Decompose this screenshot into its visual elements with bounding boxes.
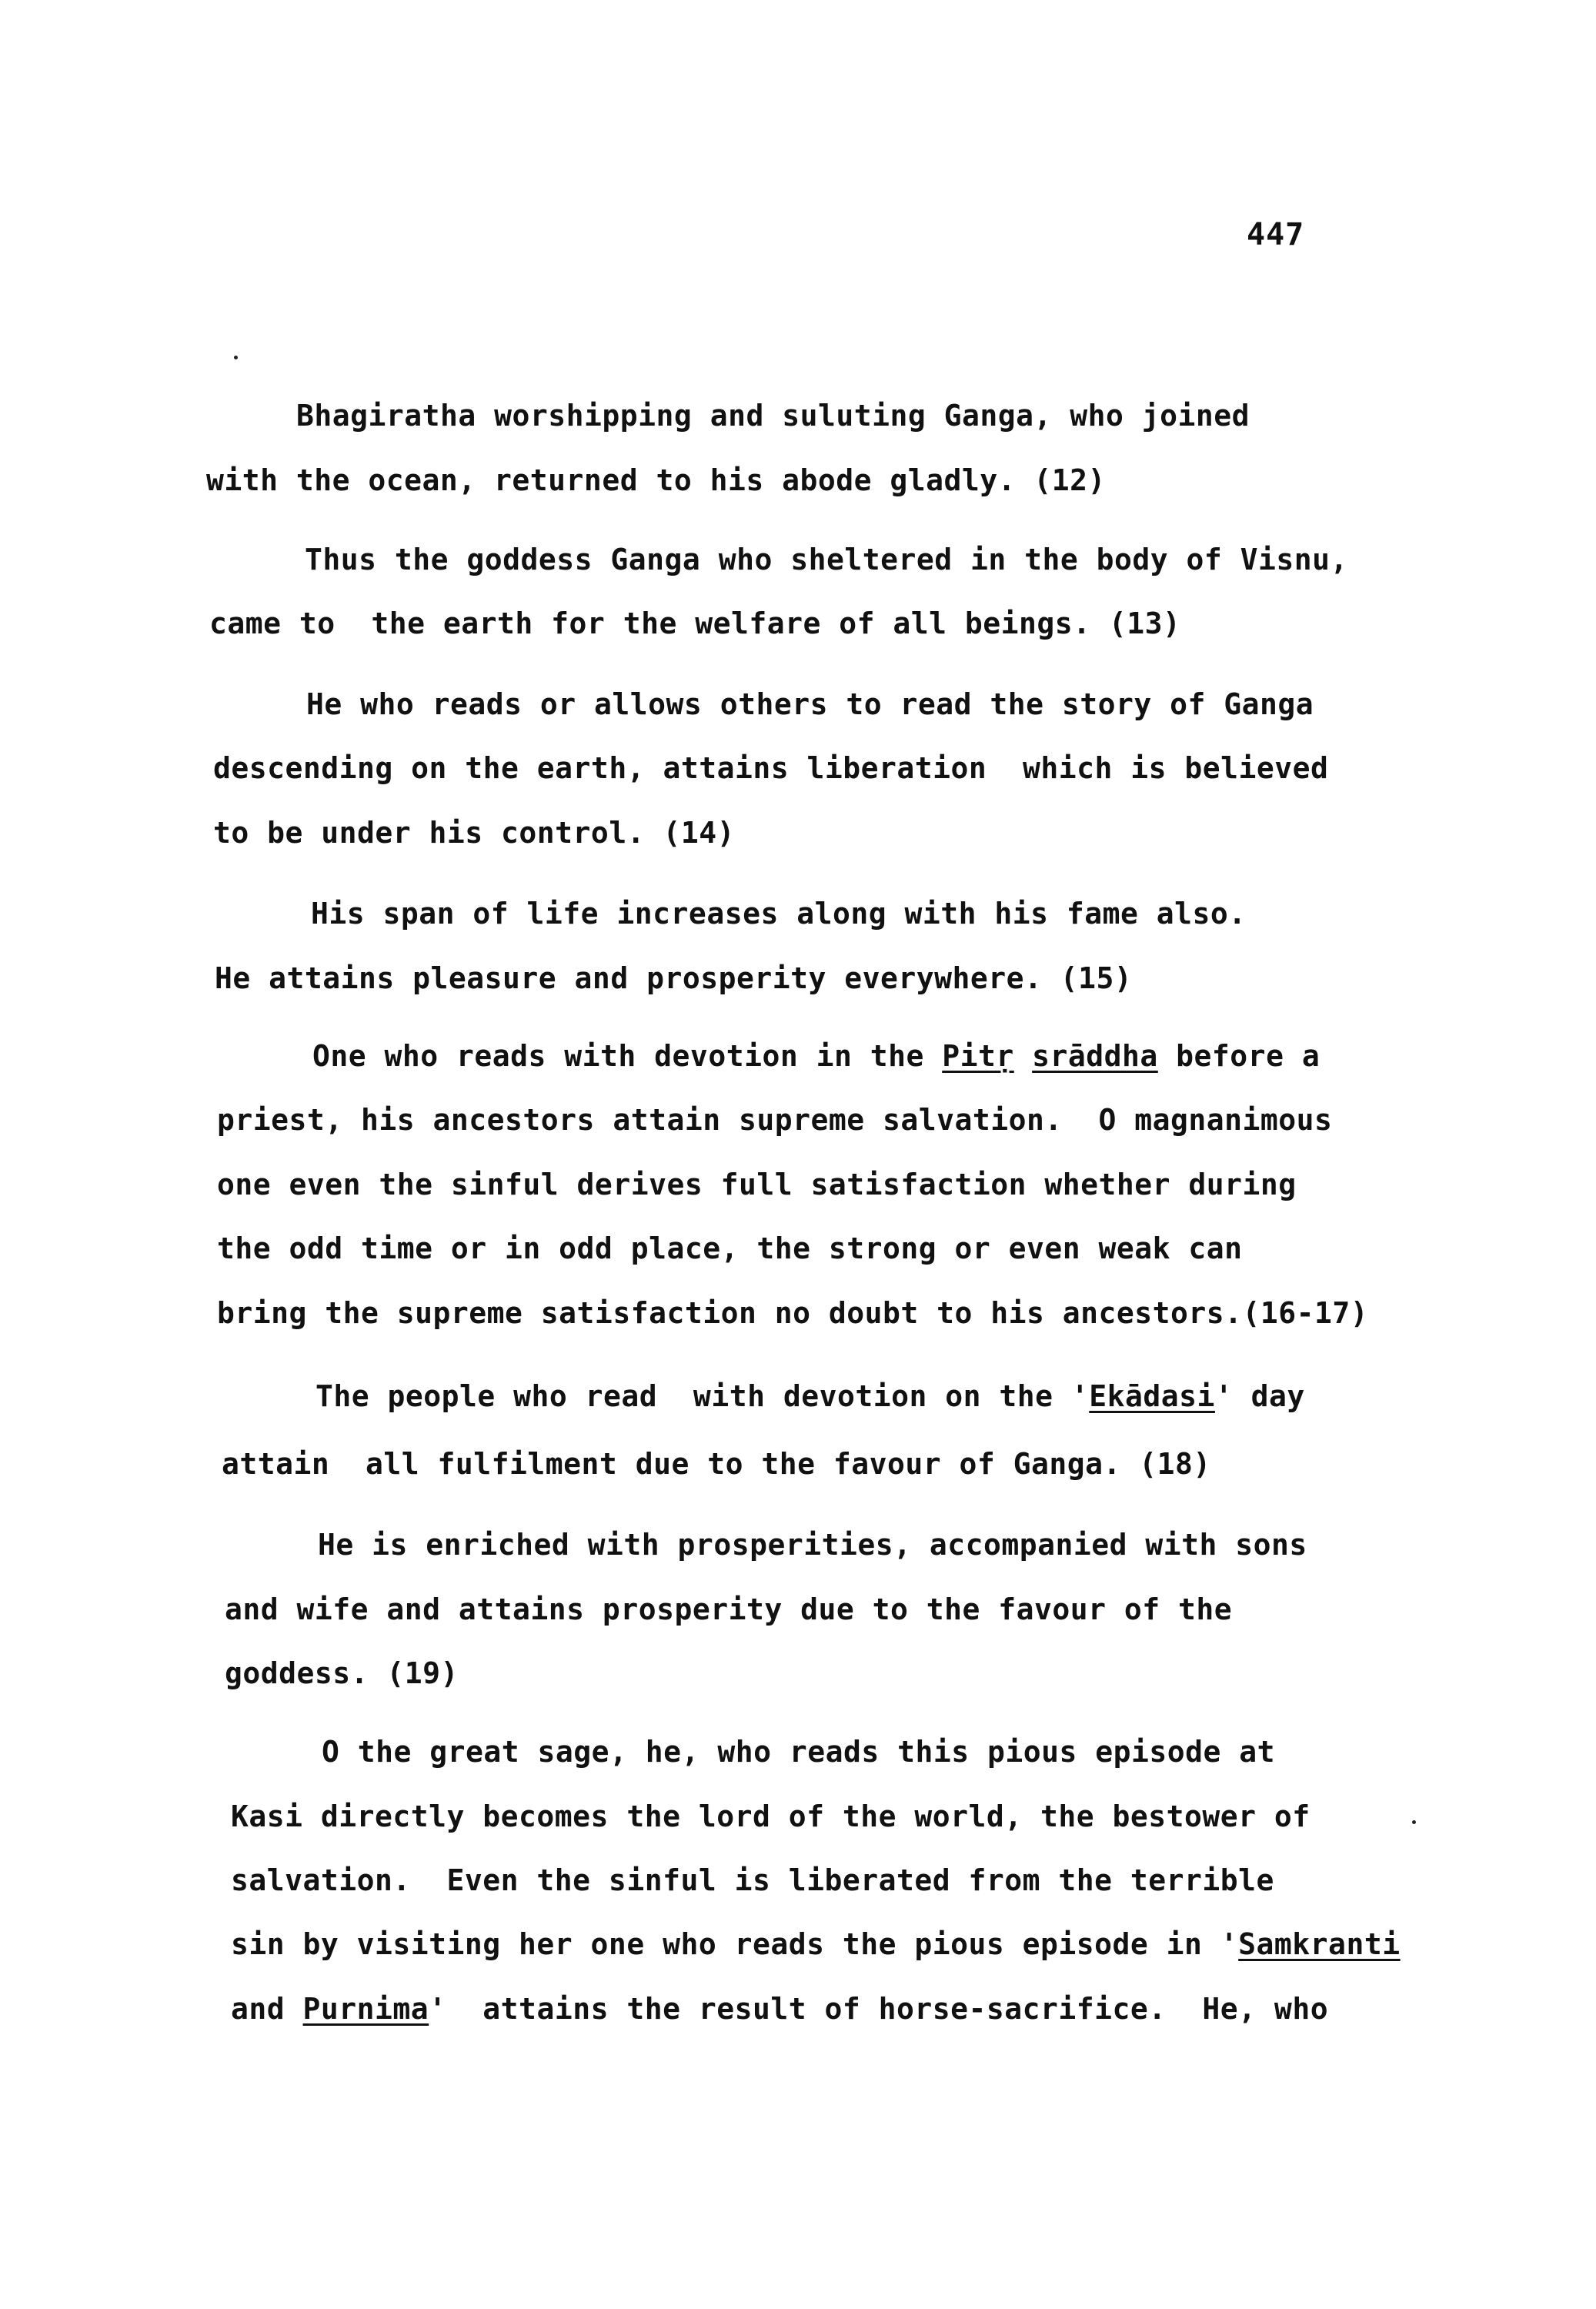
paragraph-line (316, 1379, 1305, 1413)
paragraph-line: priest, his ancestors attain supreme salvation. O magnanimous (217, 1103, 1333, 1137)
paragraph-line: goddess. (19) (225, 1656, 459, 1690)
paragraph-line: the odd time or in odd place, the strong or even weak can (217, 1231, 1243, 1265)
paragraph-line: bring the supreme satisfaction no doubt to his ancestors.(16-17) (217, 1296, 1369, 1330)
paragraph-line: He who reads or allows others to read the story of Ganga (306, 687, 1314, 721)
paragraph-line: attain all fulfilment due to the favour of Ganga. (18) (222, 1447, 1211, 1481)
line-text (1014, 1039, 1032, 1073)
term-pitr: Pitṛ (942, 1039, 1014, 1073)
paragraph-line (231, 1992, 1328, 2026)
paragraph-line: to be under his control. (14) (213, 816, 735, 850)
line-text: The people who read with devotion on the ' (316, 1379, 1090, 1413)
line-text: sin by visiting her one who reads the pious episode in ' (231, 1927, 1239, 1961)
term-sraddha: srāddha (1032, 1039, 1158, 1073)
paragraph-line: He attains pleasure and prosperity everywhere. (15) (215, 961, 1133, 995)
paragraph-line: Bhagiratha worshipping and suluting Ganga, who joined (296, 399, 1250, 433)
line-text: ' day (1214, 1379, 1305, 1413)
ink-speck (234, 356, 238, 359)
line-text: ' attains the result of horse-sacrifice. He, who (429, 1992, 1329, 2026)
page-number: 447 (1247, 217, 1305, 252)
paragraph-line: salvation. Even the sinful is liberated from the terrible (231, 1863, 1274, 1897)
paragraph-line: His span of life increases along with his fame also. (311, 897, 1247, 931)
line-text: and (231, 1992, 303, 2026)
paragraph-line: one even the sinful derives full satisfaction whether during (217, 1168, 1297, 1201)
line-text: One who reads with devotion in the (312, 1039, 943, 1073)
ink-speck (1412, 1820, 1416, 1824)
paragraph-line: with the ocean, returned to his abode gladly. (12) (206, 463, 1106, 497)
paragraph-line: He is enriched with prosperities, accompanied with sons (318, 1528, 1307, 1562)
paragraph-line: Thus the goddess Ganga who sheltered in the body of Visnu, (305, 543, 1348, 576)
paragraph-line: Kasi directly becomes the lord of the world, the bestower of (231, 1799, 1311, 1833)
line-text: before a (1157, 1039, 1321, 1073)
paragraph-line (231, 1927, 1401, 1961)
paragraph-line: O the great sage, he, who reads this pious episode at (322, 1735, 1276, 1769)
term-purnima: Purnima (302, 1992, 429, 2026)
paragraph-line: descending on the earth, attains liberation which is believed (213, 751, 1329, 785)
paragraph-line (312, 1039, 1320, 1073)
paragraph-line: and wife and attains prosperity due to the favour of the (225, 1592, 1233, 1626)
paragraph-line: came to the earth for the welfare of all beings. (13) (209, 606, 1181, 640)
term-samkranti: Samkranti (1238, 1927, 1401, 1961)
term-ekadasi: Ekādasi (1089, 1379, 1215, 1413)
